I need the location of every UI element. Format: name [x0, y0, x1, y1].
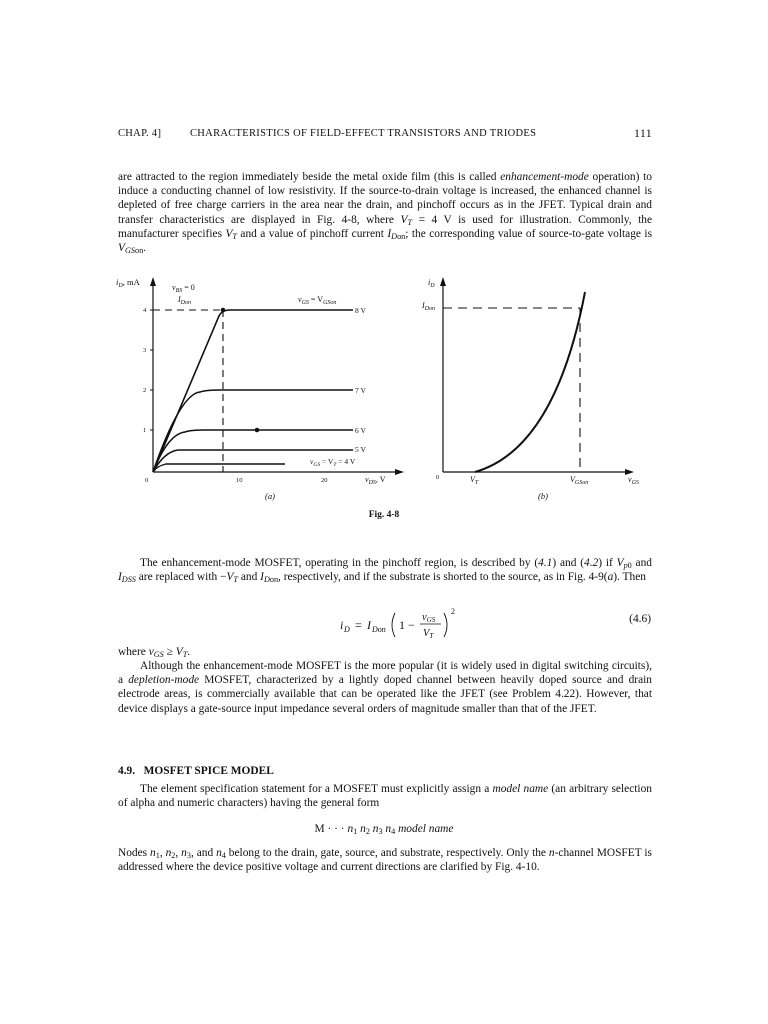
- curve-4v-threshold: [153, 464, 285, 472]
- panel-a-y-axis-label: $i_D$, mA: [116, 277, 140, 289]
- vbs-label: $v_{BS} = 0$: [172, 283, 195, 294]
- figure-4-8: [110, 274, 670, 508]
- chapter-title: CHARACTERISTICS OF FIELD-EFFECT TRANSISTORS AND TRIODES: [190, 128, 537, 139]
- depletion-mode-paragraph: Although the enhancement-mode MOSFET is the more popular (it is widely used in digital switching circuits), a depletion-mode MOSFET, characterized by a lightly doped channel between heavily doped source and drain electrode areas, is commercially available that can be operated like the JFET (see Problem 4.22). However, that device displays a gate-source input impedance several orders of magnitude smaller than that of the JFET.: [118, 660, 653, 715]
- svg-text:vGS: vGS: [422, 612, 436, 624]
- spice-model-paragraph: The element specification statement for a MOSFET must explicitly assign a model name (an arbitrary selection of alpha and numeric characters) having the general form: [118, 783, 652, 810]
- curve-label-6v: 6 V: [355, 426, 366, 435]
- x-tick-20: 20: [321, 477, 328, 484]
- panel-a-x-arrow: [395, 469, 404, 475]
- curve-label-5v: 5 V: [355, 445, 366, 454]
- panel-b-transfer-characteristic: [421, 277, 639, 501]
- intro-paragraph: are attracted to the region immediately beside the metal oxide film (this is called enhancement-mode operation) to induce a conducting channel of low resistivity. If the source-to-drain voltage is increased, the enhanced channel is depleted of free charge carriers in the area near the drain, and pinchoff occurs as in the JFET. Typical drain and transfer characteristics are displayed in Fig. 4-8, where $V_T = 4$ V is used for illustration. Commonly, the manufacturer specifies $V_T$ and a value of pinchoff current $I_{Don}$; the corresponding value of source-to-gate voltage is $V_{GSon}$.: [118, 171, 653, 256]
- nodes-paragraph: Nodes $n_1$, $n_2$, $n_3$, and $n_4$ belong to the drain, gate, source, and substrate, respectively. Only the n-channel MOSFET is addressed where the device positive voltage and current directions are clarified by Fig. 4-10.: [118, 847, 652, 874]
- panel-b-y-axis-label: $i_D$: [428, 278, 435, 289]
- pinchoff-point-6v: [255, 428, 260, 433]
- panel-a-drain-characteristics: [116, 277, 404, 501]
- idon-label-a: $I_{Don}$: [178, 295, 192, 306]
- chapter-label: CHAP. 4]: [118, 128, 162, 139]
- pinchoff-point-8v: [221, 308, 226, 313]
- svg-text:=: =: [355, 618, 362, 632]
- where-line: where $v_{GS} \ge V_T$.: [118, 646, 191, 660]
- panel-a-y-ticks: [143, 307, 328, 484]
- figure-caption: Fig. 4-8: [368, 510, 400, 520]
- curve-8v: [153, 310, 353, 472]
- panel-a-y-arrow: [150, 277, 156, 286]
- panel-b-x-axis-label: $v_{GS}$: [628, 475, 639, 486]
- svg-text:I: I: [367, 618, 371, 632]
- curve-label-7v: 7 V: [355, 386, 366, 395]
- panel-b-origin: 0: [436, 474, 440, 481]
- panel-a-sublabel: (a): [265, 491, 275, 501]
- panel-a-x-axis-label: $v_{DS}$, V: [365, 475, 386, 486]
- vgs-eq-vt-label: $v_{GS} = V_T = 4$ V: [310, 457, 356, 468]
- svg-text:2: 2: [451, 607, 455, 616]
- svg-text:1 −: 1 −: [399, 618, 415, 632]
- x-tick-0: 0: [145, 477, 149, 484]
- y-tick-4: 4: [143, 307, 147, 314]
- model-statement: M · · · $n_1$ $n_2$ $n_3$ $n_4$ model name: [314, 823, 454, 837]
- panel-b-y-arrow: [440, 277, 446, 286]
- vgson-tick-label: $V_{GSon}$: [570, 475, 589, 486]
- idon-label-b: $I_{Don}$: [422, 301, 436, 312]
- equation-number: (4.6): [629, 613, 651, 625]
- vgs-eq-vgson-label: $v_{GS} = V_{GSon}$: [298, 295, 337, 306]
- svg-text:i: i: [340, 618, 344, 632]
- section-heading: 4.9. MOSFET SPICE MODEL: [118, 765, 274, 777]
- curve-label-8v: 8 V: [355, 306, 366, 315]
- vt-tick-label: $V_T$: [470, 475, 479, 486]
- y-tick-1: 1: [143, 427, 147, 434]
- equation-4-6: [340, 603, 480, 647]
- panel-b-sublabel: (b): [538, 491, 548, 501]
- x-tick-10: 10: [236, 477, 243, 484]
- transfer-curve: [475, 292, 585, 472]
- page-number: 111: [633, 126, 652, 140]
- y-tick-3: 3: [143, 347, 147, 354]
- pinchoff-paragraph: The enhancement-mode MOSFET, operating in the pinchoff region, is described by (4.1) and (4.2) if $V_{p0}$ and $I_{DSS}$ are replaced with $-V_T$ and $I_{Don}$, respectively, and if the substrate is shorted to the source, as in Fig. 4-9(a). Then: [118, 557, 652, 585]
- y-tick-2: 2: [143, 387, 147, 394]
- svg-text:Don: Don: [372, 625, 386, 634]
- svg-text:VT: VT: [423, 628, 434, 640]
- svg-text:D: D: [344, 625, 350, 634]
